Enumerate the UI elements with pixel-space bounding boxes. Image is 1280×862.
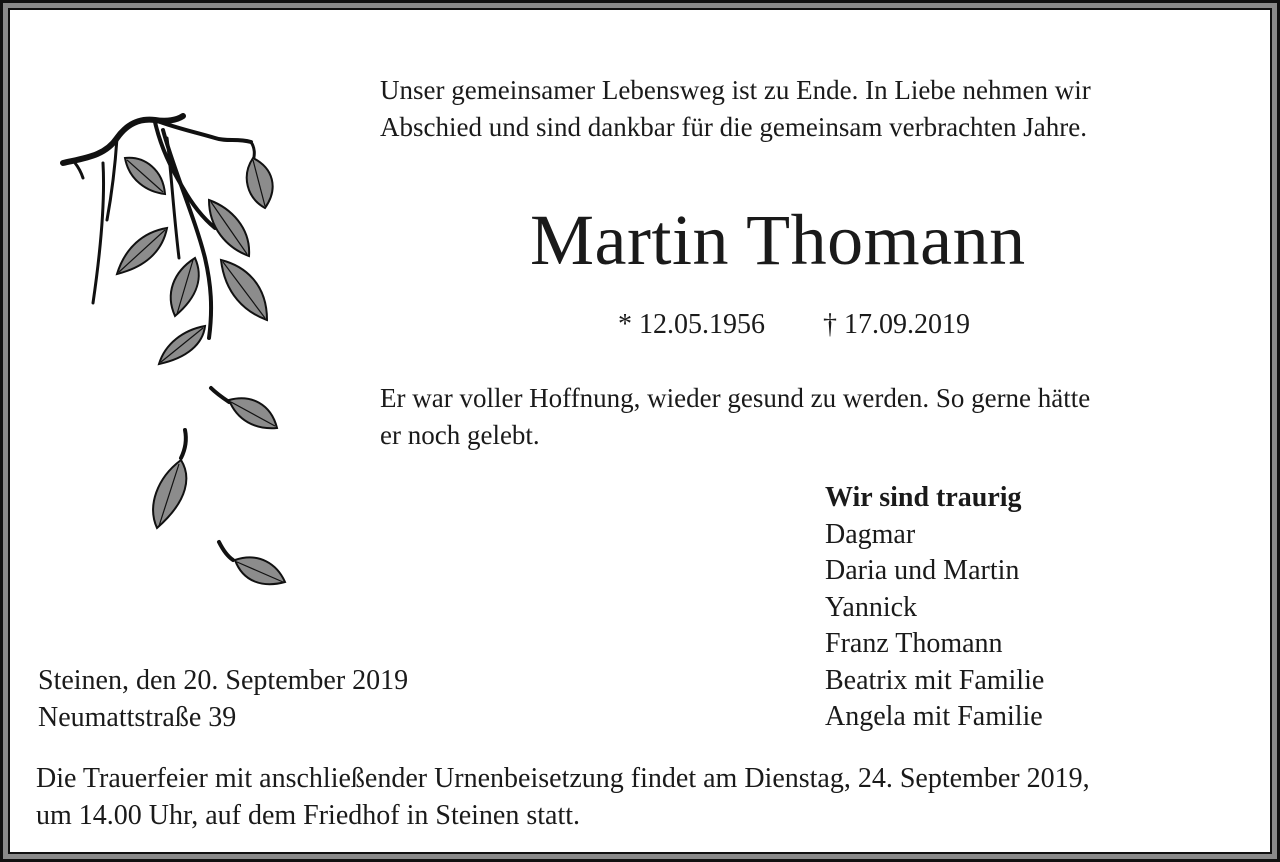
funeral-line-1: Die Trauerfeier mit anschließender Urnenbeisetzung findet am Dienstag, 24. September 2019, (36, 763, 1090, 794)
deceased-name: Martin Thomann (530, 200, 1026, 280)
mourner-name: Yannick (825, 591, 918, 623)
life-dates (618, 307, 970, 343)
place-and-date (38, 663, 408, 736)
mourner-name: Franz Thomann (825, 628, 1003, 659)
hope-line-2: er noch gelebt. (380, 420, 540, 450)
funeral-line-2: um 14.00 Uhr, auf dem Friedhof in Steinen statt. (36, 800, 581, 831)
intro-line-2: Abschied und sind dankbar für die gemeinsam verbrachten Jahre. (380, 112, 1088, 142)
mourner-name: Daria und Martin (825, 555, 1020, 586)
intro-text (380, 72, 1091, 146)
mourners-list (825, 480, 1044, 736)
mourner-name: Angela mit Familie (825, 701, 1043, 732)
mourners-heading: Wir sind traurig (825, 482, 1022, 513)
funeral-notice (36, 760, 1090, 834)
birth-date: * 12.05.1956 (618, 309, 765, 340)
address-line: Neumattstraße 39 (38, 701, 237, 733)
branch-with-falling-leaves-icon (55, 108, 295, 598)
hope-text (380, 380, 1090, 454)
mourner-name: Beatrix mit Familie (825, 664, 1045, 696)
place-date-line: Steinen, den 20. September 2019 (38, 665, 409, 696)
hope-line-1: Er war voller Hoffnung, wieder gesund zu werden. So gerne hätte (380, 383, 1091, 413)
death-date: † 17.09.2019 (823, 309, 970, 340)
intro-line-1: Unser gemeinsamer Lebensweg ist zu Ende. In Liebe nehmen wir (380, 75, 1091, 105)
mourner-name: Dagmar (825, 518, 916, 550)
obituary-card (8, 8, 1272, 854)
